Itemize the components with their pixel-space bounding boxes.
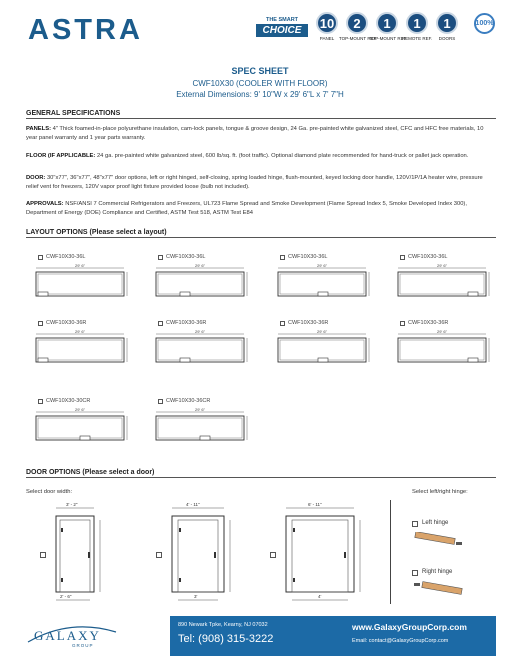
layout-option-label: CWF10X30-36L [288, 254, 328, 260]
layout-option-drawing [392, 328, 492, 366]
galaxy-group: GROUP [72, 643, 94, 648]
box-outline [36, 338, 124, 362]
footer-address: 890 Newark Tpke, Kearny, NJ 07032 [178, 622, 268, 628]
spec-title: SPEC SHEET [231, 66, 289, 76]
layout-option-caption [400, 320, 492, 326]
layout-option-drawing [272, 262, 372, 300]
layout-option-checkbox[interactable] [38, 321, 43, 326]
door-mark [38, 358, 48, 362]
right-hinge-label: Right hinge [422, 569, 453, 575]
box-inner [38, 340, 122, 360]
layout-option[interactable] [392, 320, 492, 366]
door-36-bottom-dim: 3' [194, 594, 198, 599]
panels-spec [26, 125, 496, 142]
layout-heading: LAYOUT OPTIONS (Please select a layout) [26, 229, 496, 238]
layout-option-label: CWF10X30-36CR [166, 398, 211, 404]
box-outline [36, 272, 124, 296]
warranty-badge-number: 1 [436, 12, 458, 34]
layout-option-drawing [150, 406, 250, 444]
door-mark [180, 358, 190, 362]
door-48-top-dim: 6' - 11" [308, 502, 322, 507]
door-text: 30"x77", 36"x77", 48"x77" door options, left or right hinged, self-closing, spring loaded hinge, flush-mounted, keyed locking door handle, 120V/1P/1A heater wire, pressure relief vent for freezers, 120V vapor proof light fixture provided loose (bulb not included). [26, 175, 483, 190]
door-width-label: Select door width: [26, 489, 73, 495]
box-inner [280, 274, 364, 294]
footer [26, 616, 496, 656]
smart-choice-top: THE SMART [265, 17, 299, 23]
length-dim-label: 29' 6" [195, 263, 205, 268]
floor-spec [26, 152, 496, 161]
layout-option-label: CWF10X30-30CR [46, 398, 91, 404]
certified-100-icon: 100% [474, 13, 495, 34]
layout-option[interactable] [272, 254, 372, 300]
layout-option-checkbox[interactable] [280, 255, 285, 260]
left-hinge-checkbox[interactable] [412, 521, 418, 527]
door-30-top-dim: 3' - 2" [66, 502, 78, 507]
layout-option[interactable] [150, 254, 250, 300]
door-48-bottom-dim: 4' [318, 594, 322, 599]
layout-option[interactable] [30, 254, 130, 300]
layout-option-caption [400, 254, 492, 260]
layout-option-caption [38, 254, 130, 260]
box-inner [158, 340, 242, 360]
layout-option-drawing [30, 406, 130, 444]
box-inner [158, 274, 242, 294]
right-hinge-checkbox[interactable] [412, 570, 418, 576]
layout-option-drawing [150, 328, 250, 366]
layout-option-label: CWF10X30-36R [166, 320, 207, 326]
layout-option[interactable] [150, 398, 250, 444]
box-inner [400, 340, 484, 360]
door-mark [468, 358, 478, 362]
layout-option-checkbox[interactable] [38, 255, 43, 260]
box-inner [38, 418, 122, 438]
approvals-label: APPROVALS: [26, 201, 64, 207]
length-dim-label: 29' 6" [75, 263, 85, 268]
layout-option-checkbox[interactable] [158, 255, 163, 260]
approvals-text: NSF/ANSI 7 Commercial Refrigerators and Freezers, UL723 Flame Spread and Smoke Development (Flame Spread Index 5, Smoke Developed Index 300), Department of Energy (DOE) Compliance and Certified, ASTM Test 518, ASTM Test E84 [26, 201, 467, 216]
warranty-badge-label: DOORS [438, 36, 456, 41]
layout-option[interactable] [392, 254, 492, 300]
door-hinge-label: Select left/right hinge: [412, 489, 468, 495]
warranty-badge-number: 10 [316, 12, 338, 34]
box-inner [280, 340, 364, 360]
brand-logo: ASTRA [28, 14, 143, 46]
general-spec-heading: GENERAL SPECIFICATIONS [26, 110, 496, 119]
layout-option-drawing [392, 262, 492, 300]
door-width-3-checkbox[interactable] [270, 552, 276, 558]
door-spec [26, 174, 496, 191]
warranty-badge [436, 12, 458, 41]
warranty-badge [369, 12, 408, 41]
door-30-drawing [50, 498, 120, 608]
warranty-badge [401, 12, 433, 41]
door-30-bottom-dim: 2' - 6" [60, 594, 72, 599]
box-inner [158, 418, 242, 438]
layout-option-drawing [150, 262, 250, 300]
door-label: DOOR: [26, 175, 46, 181]
warranty-badge [316, 12, 338, 41]
left-hinge-label: Left hinge [422, 520, 449, 526]
model-name: CWF10X30 (COOLER WITH FLOOR) [192, 79, 328, 88]
footer-website[interactable]: www.GalaxyGroupCorp.com [352, 622, 467, 632]
door-mark [38, 292, 48, 296]
warranty-badge-label: TOP-MOUNT REF. [369, 36, 408, 41]
door-width-2-checkbox[interactable] [156, 552, 162, 558]
door-mark [318, 292, 328, 296]
door-width-1-checkbox[interactable] [40, 552, 46, 558]
layout-option-checkbox[interactable] [38, 399, 43, 404]
length-dim-label: 29' 6" [75, 407, 85, 412]
footer-tel[interactable]: Tel: (908) 315-3222 [178, 633, 274, 645]
floor-label: FLOOR (IF APPLICABLE: [26, 153, 96, 159]
door-mark [200, 436, 210, 440]
smart-choice-bottom: CHOICE [256, 24, 308, 37]
door-mark [80, 436, 90, 440]
layout-option-checkbox[interactable] [158, 399, 163, 404]
length-dim-label: 29' 6" [195, 329, 205, 334]
box-outline [156, 272, 244, 296]
layout-option-drawing [30, 262, 130, 300]
door-48-drawing [282, 498, 372, 608]
galaxy-name: GALAXY [34, 628, 101, 643]
layout-option-caption [158, 320, 250, 326]
layout-option-caption [38, 398, 130, 404]
warranty-badge-label: TOP-MOUNT REF. [339, 36, 378, 41]
warranty-badge-label: PANEL [319, 36, 335, 41]
layout-option[interactable] [30, 398, 130, 444]
box-inner [38, 274, 122, 294]
door-mark [318, 358, 328, 362]
layout-option-label: CWF10X30-36R [288, 320, 329, 326]
layout-option-caption [158, 254, 250, 260]
box-outline [156, 338, 244, 362]
layout-option-label: CWF10X30-36L [46, 254, 86, 260]
panels-label: PANELS: [26, 126, 52, 132]
door-mark [468, 292, 478, 296]
door-divider [390, 500, 391, 604]
layout-option[interactable] [272, 320, 372, 366]
layout-option-label: CWF10X30-36L [408, 254, 448, 260]
layout-option[interactable] [150, 320, 250, 366]
door-36-drawing [168, 498, 248, 608]
layout-option-caption [280, 320, 372, 326]
right-hinge-icon [412, 579, 468, 597]
layout-option[interactable] [30, 320, 130, 366]
spec-titles [0, 66, 520, 99]
footer-email[interactable]: Email: contact@GalaxyGroupCorp.com [352, 638, 449, 644]
layout-option-label: CWF10X30-36L [166, 254, 206, 260]
layout-option-caption [280, 254, 372, 260]
length-dim-label: 29' 6" [437, 329, 447, 334]
layout-option-caption [158, 398, 250, 404]
door-mark [180, 292, 190, 296]
length-dim-label: 29' 6" [317, 329, 327, 334]
length-dim-label: 29' 6" [437, 263, 447, 268]
door-options-heading: DOOR OPTIONS (Please select a door) [26, 469, 496, 478]
warranty-badge-number: 1 [406, 12, 428, 34]
approvals-spec [26, 200, 496, 217]
layout-option-checkbox[interactable] [400, 255, 405, 260]
layout-option-checkbox[interactable] [280, 321, 285, 326]
layout-option-label: CWF10X30-36R [46, 320, 87, 326]
door-36-top-dim: 4' - 11" [186, 502, 200, 507]
galaxy-logo [0, 616, 170, 656]
warranty-badge-label: REMOTE REF. [401, 36, 433, 41]
layout-option-checkbox[interactable] [158, 321, 163, 326]
smart-choice-logo [256, 17, 308, 45]
floor-text: 24 ga. pre-painted white galvanized steel, 600 lb/sq. ft. (foot traffic). Optional diamond plate recommended for hand-truck or pallet jack operation. [95, 153, 469, 159]
length-dim-label: 29' 6" [317, 263, 327, 268]
warranty-badge-number: 1 [376, 12, 398, 34]
header [0, 0, 520, 56]
warranty-badge-number: 2 [346, 12, 368, 34]
layout-option-caption [38, 320, 130, 326]
layout-option-label: CWF10X30-36R [408, 320, 449, 326]
left-hinge-icon [412, 532, 468, 550]
length-dim-label: 29' 6" [195, 407, 205, 412]
length-dim-label: 29' 6" [75, 329, 85, 334]
external-dimensions: External Dimensions: 9' 10"W x 29' 6"L x 7' 7"H [176, 90, 344, 99]
box-inner [400, 274, 484, 294]
layout-option-drawing [30, 328, 130, 366]
layout-option-checkbox[interactable] [400, 321, 405, 326]
warranty-badge [339, 12, 378, 41]
panels-text: 4" Thick foamed-in-place polyurethane insulation, cam-lock panels, tongue & groove design, 24 Ga. pre-painted white galvanized steel, CFC and HFC free materials, 10 year panel warranty and 1 year parts warranty. [26, 126, 484, 141]
layout-option-drawing [272, 328, 372, 366]
